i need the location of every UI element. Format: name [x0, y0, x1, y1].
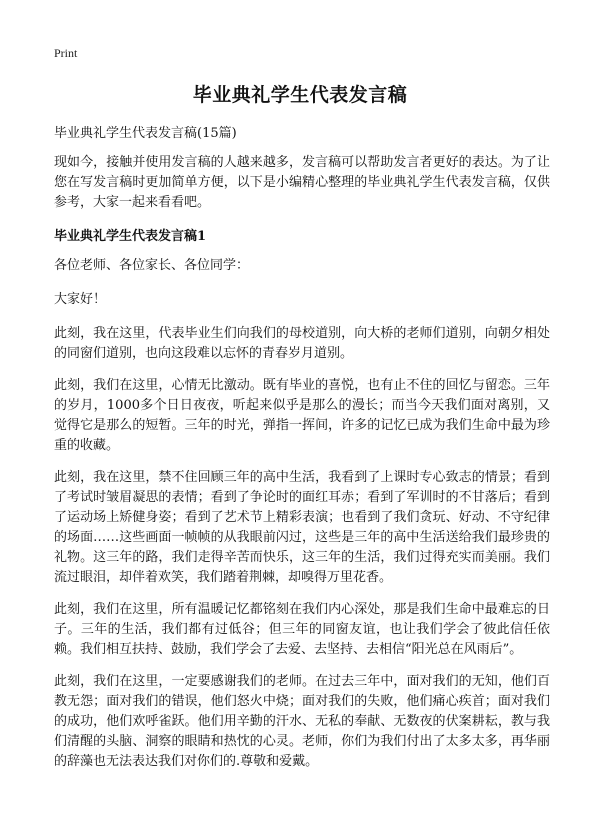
body-paragraph-2: 此刻，我们在这里，心情无比激动。既有毕业的喜悦，也有止不住的回忆与留恋。三年的岁月，1000多个日日夜夜，听起来似乎是那么的漫长；而当今天我们面对离别，又觉得它是那么的短暂。三年的时光，弹指一挥间，许多的记忆已成为我们生命中最为珍重的收藏。 [54, 378, 550, 453]
body-paragraph-5: 此刻，我们在这里，一定要感谢我们的老师。在过去三年中，面对我们的无知，他们百教无怨；面对我们的错误，他们怒火中烧；面对我们的失败，他们痛心疾首；面对我们的成功，他们欢呼雀跃。他们用辛勤的汗水、无私的奉献、无数夜的伏案耕耘，教与我们清醒的头脑、洞察的眼睛和热忱的心灵。老师，你们为我们付出了太多太多，再华丽的辞藻也无法表达我们对你们的.尊敬和爱戴。 [54, 674, 550, 769]
hello-line: 大家好！ [54, 292, 107, 307]
greeting-line: 各位老师、各位家长、各位同学： [54, 258, 250, 273]
body-paragraph-4: 此刻，我们在这里，所有温暖记忆都铭刻在我们内心深处，那是我们生命中最难忘的日子。三年的生活，我们都有过低谷；但三年的同窗友谊，也让我们学会了彼此信任依赖。我们相互扶持、鼓励，我们学会了去爱、去坚持、去相信“阳光总在风雨后”。 [54, 602, 550, 657]
section-heading: 毕业典礼学生代表发言稿1 [54, 229, 207, 244]
article-body [54, 122, 550, 784]
body-paragraph-3: 此刻，我在这里，禁不住回顾三年的高中生活，我看到了上课时专心致志的情景；看到了考试时皱眉凝思的表情；看到了争论时的面红耳赤；看到了军训时的不甘落后；看到了运动场上矫健身姿；看到了艺术节上精彩表演；也看到了我们贪玩、好动、不守纪律的场面……这些画面一帧帧的从我眼前闪过，这些是三年的高中生活送给我们最珍贵的礼物。这三年的路，我们走得辛苦而快乐，这三年的生活，我们过得充实而美丽。我们流过眼泪，却伴着欢笑，我们踏着荆棘，却嗅得万里花香。 [54, 470, 550, 585]
intro-paragraph: 现如今，接触并使用发言稿的人越来越多，发言稿可以帮助发言者更好的表达。为了让您在写发言稿时更加简单方便，以下是小编精心整理的毕业典礼学生代表发言稿，仅供参考，大家一起来看看吧。 [54, 155, 550, 210]
body-paragraph-1: 此刻，我在这里，代表毕业生们向我们的母校道别，向大桥的老师们道别，向朝夕相处的同窗们道别，也向这段难以忘怀的青春岁月道别。 [54, 326, 550, 361]
print-link[interactable]: Print [54, 46, 78, 60]
page-title: 毕业典礼学生代表发言稿 [192, 84, 408, 106]
article-subtitle: 毕业典礼学生代表发言稿(15篇) [54, 126, 237, 141]
